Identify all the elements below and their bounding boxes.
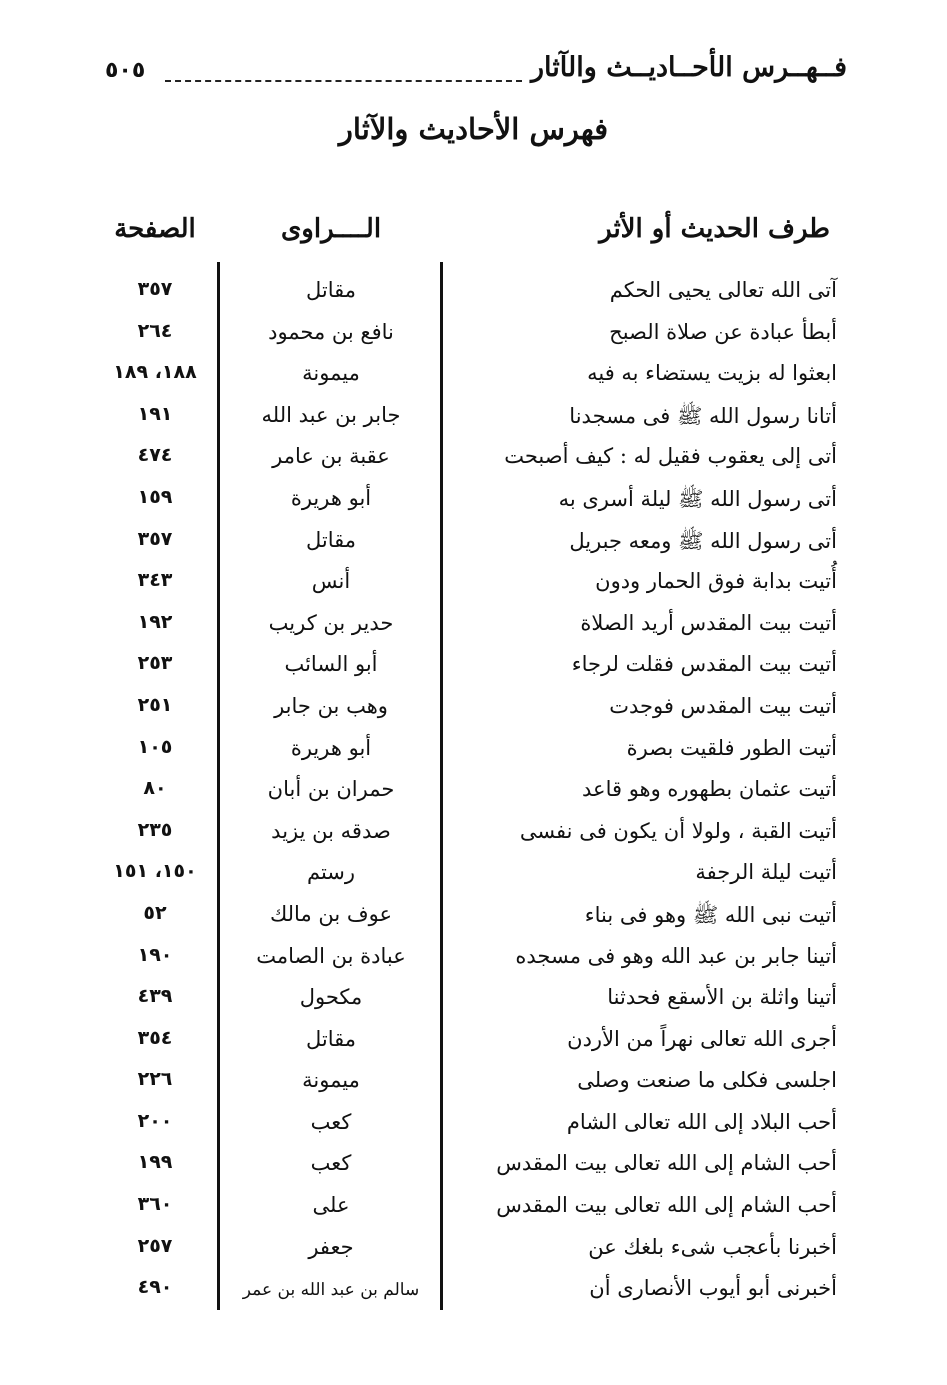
narrator-name: أبو السائب [284, 652, 378, 677]
narrator-name: صدقه بن يزيد [271, 818, 391, 843]
hadith-text: أتانا رسول الله ﷺ فى مسجدنا [569, 403, 837, 428]
page-reference: ٣٥٧ [137, 278, 173, 300]
narrator-name: وهب بن جابر [274, 693, 388, 718]
narrator-name: عقبة بن عامر [272, 444, 390, 469]
hadith-text: أتى إلى يعقوب فقيل له : كيف أصبحت [504, 444, 837, 469]
hadith-text: اجلسى فكلى ما صنعت وصلى [577, 1068, 837, 1093]
hadith-text: أتينا واثلة بن الأسقع فحدثنا [607, 985, 837, 1010]
narrator-name: مقاتل [305, 527, 357, 552]
page-reference: ٥٢ [143, 901, 167, 924]
running-title: فــهــرس الأحــاديــث والآثار [531, 52, 847, 83]
hadith-text: أحب البلاد إلى الله تعالى الشام [566, 1109, 837, 1134]
table-row [95, 1270, 845, 1312]
table-row [95, 730, 845, 772]
page-reference: ٤٩٠ [137, 1276, 173, 1299]
narrator-name: مقاتل [305, 278, 357, 302]
page-reference: ١٩٠ [137, 943, 173, 966]
page-reference: ٢٦٤ [137, 319, 173, 342]
page-reference: ١٩٢ [137, 610, 173, 633]
table-row [95, 938, 845, 980]
hadith-text: أتيت بيت المقدس فقلت لرجاء [571, 652, 837, 677]
page-reference: ٢٢٦ [137, 1068, 173, 1091]
narrator-name: ميمونة [302, 361, 360, 386]
page-reference: ٣٥٧ [137, 527, 173, 550]
page-reference: ٣٦٠ [137, 1193, 173, 1216]
narrator-name: مقاتل [305, 1026, 357, 1051]
table-row [95, 314, 845, 356]
hadith-text: أتيت بيت المقدس أريد الصلاة [580, 610, 837, 635]
hadith-text: أتيت الطور فلقيت بصرة [626, 735, 837, 760]
page-reference: ١٩١ [137, 402, 173, 425]
hadith-text: أتى رسول الله ﷺ ومعه جبريل [569, 528, 837, 553]
narrator-name: نافع بن محمود [268, 319, 394, 344]
index-table [95, 272, 845, 1312]
hadith-text: أتيت بيت المقدس فوجدت [609, 693, 837, 718]
table-row [95, 979, 845, 1021]
hadith-text: أخبرنى أبو أيوب الأنصارى أن [589, 1276, 837, 1301]
page-reference: ٤٧٤ [137, 444, 173, 467]
hadith-text: آتى الله تعالى يحيى الحكم [609, 278, 837, 302]
page-title: فهرس الأحاديث والآثار [338, 112, 609, 146]
narrator-name: ميمونة [302, 1068, 360, 1093]
narrator-name: حمران بن أبان [267, 777, 395, 802]
column-header-page: الصفحة [114, 214, 196, 244]
table-row [95, 272, 845, 314]
hadith-text: أتى رسول الله ﷺ ليلة أسرى به [558, 486, 837, 511]
narrator-name: رستم [306, 860, 356, 885]
table-row [95, 1104, 845, 1146]
narrator-name: عبادة بن الصامت [256, 943, 406, 968]
hadith-text: أخبرنا بأعجب شىء بلغك عن [588, 1234, 837, 1259]
table-row [95, 771, 845, 813]
page-reference: ١٥٩ [137, 485, 173, 508]
narrator-name: أنس [311, 569, 351, 594]
table-row [95, 896, 845, 938]
table-row [95, 397, 845, 439]
hadith-text: أتيت نبى الله ﷺ وهو فى بناء [584, 902, 837, 927]
narrator-name: عوف بن مالك [269, 901, 393, 926]
page-reference: ٢٥١ [137, 693, 173, 716]
hadith-text: أتينا جابر بن عبد الله وهو فى مسجده [515, 943, 837, 968]
table-row [95, 605, 845, 647]
page-reference: ٢٣٥ [137, 818, 173, 841]
page-reference: ١٠٥ [137, 735, 173, 758]
narrator-name: جابر بن عبد الله [261, 402, 401, 427]
table-row [95, 355, 845, 397]
table-row [95, 1187, 845, 1229]
narrator-name: أبو هريرة [290, 735, 372, 760]
page-reference: ١٨٨، ١٨٩ [113, 361, 197, 384]
table-row [95, 813, 845, 855]
table-row [95, 1145, 845, 1187]
hadith-text: أبطأ عبادة عن صلاة الصبح [609, 319, 837, 344]
table-row [95, 1229, 845, 1271]
narrator-name: حدير بن كريب [268, 610, 394, 635]
narrator-name: مكحول [299, 985, 363, 1010]
table-row [95, 1062, 845, 1104]
hadith-text: أتيت القبة ، ولولا أن يكون فى نفسى [519, 818, 837, 843]
narrator-name: كعب [310, 1151, 352, 1176]
table-row [95, 1021, 845, 1063]
dotted-leader [165, 80, 522, 82]
column-header-narrator: الــــراوى [280, 214, 382, 244]
hadith-text: أتيت ليلة الرجفة [695, 860, 837, 885]
page-reference: ٢٠٠ [137, 1109, 173, 1132]
hadith-text: ابعثوا له بزيت يستضاء به فيه [587, 361, 837, 386]
page-reference: ٨٠ [143, 777, 167, 800]
table-row [95, 563, 845, 605]
hadith-text: أحب الشام إلى الله تعالى بيت المقدس [496, 1193, 837, 1218]
page-reference: ٣٤٣ [137, 569, 173, 592]
column-header-hadith: طرف الحديث أو الأثر [599, 214, 830, 244]
hadith-text: أحب الشام إلى الله تعالى بيت المقدس [496, 1151, 837, 1176]
table-row [95, 688, 845, 730]
hadith-text: أتيت عثمان بطهوره وهو قاعد [582, 777, 837, 802]
page-number: ٥٠٥ [105, 58, 146, 83]
narrator-name: كعب [310, 1109, 352, 1134]
page-reference: ٢٥٧ [137, 1234, 173, 1257]
narrator-name: جعفر [308, 1234, 354, 1259]
table-row [95, 854, 845, 896]
table-row [95, 438, 845, 480]
running-header [95, 52, 847, 92]
page-reference: ٢٥٣ [137, 652, 173, 675]
hadith-text: أجرى الله تعالى نهراً من الأردن [567, 1026, 837, 1051]
narrator-name: سالم بن عبد الله بن عمر [242, 1280, 420, 1301]
narrator-name: أبو هريرة [290, 485, 372, 510]
table-row [95, 480, 845, 522]
page-reference: ٤٣٩ [137, 985, 173, 1008]
table-row [95, 522, 845, 564]
narrator-name: على [312, 1193, 350, 1218]
table-row [95, 646, 845, 688]
page-reference: ١٥٠، ١٥١ [113, 860, 197, 883]
hadith-text: أُتيت بدابة فوق الحمار ودون [595, 569, 837, 594]
page-reference: ٣٥٤ [137, 1026, 173, 1049]
page-reference: ١٩٩ [137, 1151, 173, 1174]
